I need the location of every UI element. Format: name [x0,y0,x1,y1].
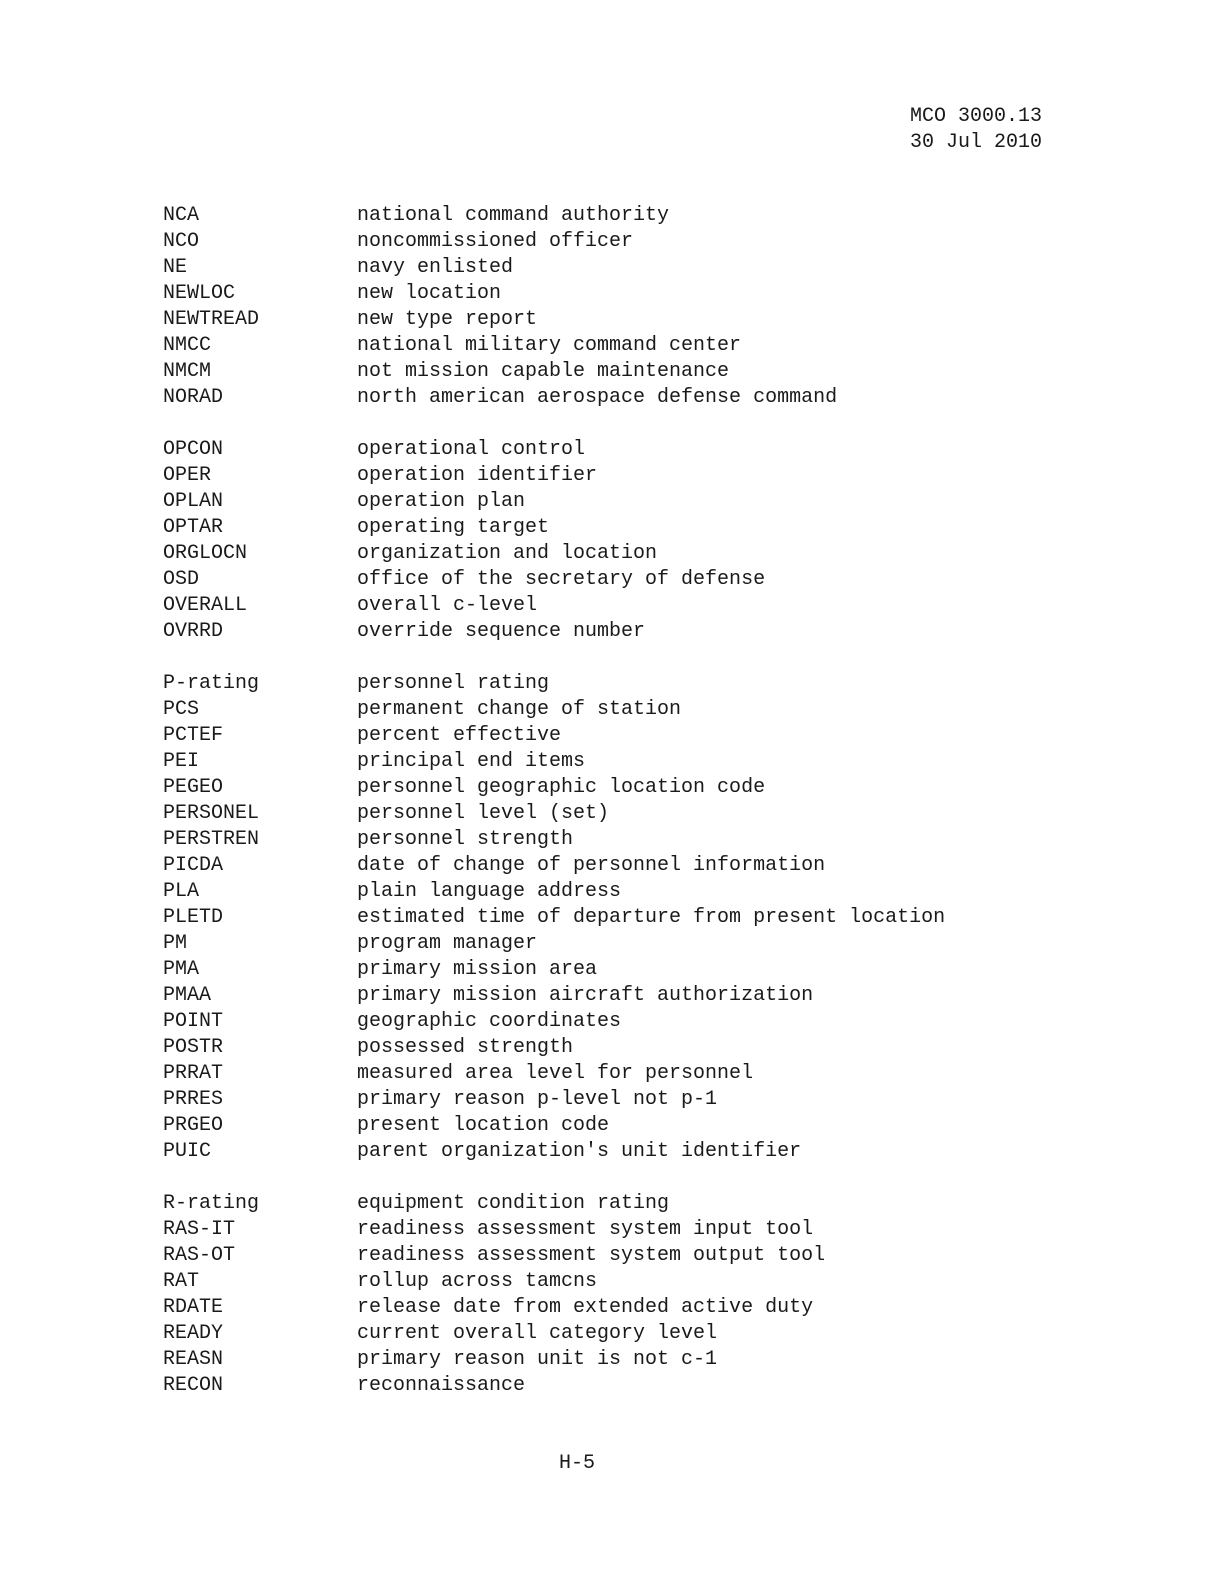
acronym-definition: not mission capable maintenance [357,360,730,383]
acronym-definition: personnel rating [357,672,550,695]
glossary-entry [163,1087,1063,1113]
glossary-entry [163,1243,1063,1269]
acronym-term: PLETD [163,906,224,929]
glossary-entry [163,1061,1063,1087]
glossary-entry [163,333,1063,359]
acronym-term: READY [163,1322,224,1345]
acronym-definition: operation identifier [357,464,598,487]
glossary-entry [163,1113,1063,1139]
glossary-entry [163,307,1063,333]
acronym-term: ORGLOCN [163,542,248,565]
glossary-entry [163,359,1063,385]
acronym-term: RAS-OT [163,1244,236,1267]
order-date: 30 Jul 2010 [909,131,1042,154]
acronym-term: OPER [163,464,212,487]
glossary-entry [163,801,1063,827]
acronym-term: NORAD [163,386,224,409]
acronym-term: OSD [163,568,200,591]
glossary-entry [163,931,1063,957]
glossary-group [163,671,1063,1165]
glossary-entry [163,1295,1063,1321]
glossary-entry [163,1139,1063,1165]
glossary-entry [163,463,1063,489]
glossary-group [163,203,1063,411]
glossary-entry [163,1009,1063,1035]
glossary-entry [163,853,1063,879]
acronym-definition: possessed strength [357,1036,574,1059]
acronym-definition: national military command center [357,334,742,357]
acronym-term: RECON [163,1374,224,1397]
acronym-definition: date of change of personnel information [357,854,826,877]
acronym-term: OPLAN [163,490,224,513]
glossary-entry [163,489,1063,515]
acronym-definition: permanent change of station [357,698,682,721]
acronym-definition: release date from extended active duty [357,1296,814,1319]
acronym-term: OPCON [163,438,224,461]
acronym-definition: present location code [357,1114,610,1137]
page-number: H-5 [558,1452,595,1475]
order-number: MCO 3000.13 [909,105,1042,128]
glossary-entry [163,723,1063,749]
glossary-entry [163,255,1063,281]
acronym-term: PRRAT [163,1062,224,1085]
acronym-term: PERSONEL [163,802,260,825]
glossary-entry [163,1373,1063,1399]
glossary-entry [163,619,1063,645]
acronym-definition: overall c-level [357,594,538,617]
acronym-definition: organization and location [357,542,658,565]
acronym-term: NEWTREAD [163,308,260,331]
glossary-entry [163,827,1063,853]
document-header [910,104,1042,156]
acronym-definition: plain language address [357,880,622,903]
glossary-entry [163,593,1063,619]
acronym-definition: navy enlisted [357,256,514,279]
acronym-definition: noncommissioned officer [357,230,634,253]
acronym-term: RDATE [163,1296,224,1319]
acronym-term: NE [163,256,188,279]
acronym-definition: reconnaissance [357,1374,526,1397]
acronym-definition: geographic coordinates [357,1010,622,1033]
glossary-entry [163,515,1063,541]
acronym-definition: new location [357,282,502,305]
acronym-definition: personnel geographic location code [357,776,766,799]
acronym-term: PM [163,932,188,955]
acronym-term: OPTAR [163,516,224,539]
acronym-definition: parent organization's unit identifier [357,1140,802,1163]
acronym-term: PLA [163,880,200,903]
glossary-entry [163,879,1063,905]
glossary-entry [163,1191,1063,1217]
glossary-entry [163,749,1063,775]
acronym-glossary [163,203,1063,1425]
acronym-definition: percent effective [357,724,562,747]
acronym-definition: principal end items [357,750,586,773]
acronym-definition: primary reason unit is not c-1 [357,1348,718,1371]
glossary-entry [163,1269,1063,1295]
glossary-entry [163,957,1063,983]
glossary-entry [163,281,1063,307]
acronym-definition: override sequence number [357,620,646,643]
acronym-term: PEGEO [163,776,224,799]
glossary-group [163,437,1063,645]
glossary-entry [163,229,1063,255]
glossary-entry [163,1217,1063,1243]
glossary-entry [163,203,1063,229]
acronym-definition: operation plan [357,490,526,513]
acronym-definition: personnel level (set) [357,802,610,825]
acronym-definition: primary mission area [357,958,598,981]
acronym-definition: rollup across tamcns [357,1270,598,1293]
acronym-definition: primary reason p-level not p-1 [357,1088,718,1111]
glossary-entry [163,671,1063,697]
acronym-term: PMAA [163,984,212,1007]
acronym-term: NEWLOC [163,282,236,305]
acronym-term: PUIC [163,1140,212,1163]
glossary-entry [163,775,1063,801]
acronym-term: PMA [163,958,200,981]
acronym-term: P-rating [163,672,260,695]
acronym-definition: readiness assessment system output tool [357,1244,826,1267]
acronym-term: PCTEF [163,724,224,747]
acronym-term: PRRES [163,1088,224,1111]
glossary-entry [163,437,1063,463]
acronym-term: POINT [163,1010,224,1033]
glossary-entry [163,1035,1063,1061]
acronym-term: RAS-IT [163,1218,236,1241]
acronym-definition: current overall category level [357,1322,718,1345]
glossary-entry [163,541,1063,567]
acronym-term: NMCM [163,360,212,383]
glossary-entry [163,385,1063,411]
glossary-entry [163,983,1063,1009]
acronym-term: POSTR [163,1036,224,1059]
acronym-term: NCA [163,204,200,227]
acronym-term: R-rating [163,1192,260,1215]
glossary-group [163,1191,1063,1399]
acronym-definition: measured area level for personnel [357,1062,754,1085]
acronym-term: PRGEO [163,1114,224,1137]
acronym-term: RAT [163,1270,200,1293]
acronym-definition: operating target [357,516,550,539]
glossary-entry [163,567,1063,593]
acronym-term: NCO [163,230,200,253]
glossary-entry [163,1321,1063,1347]
acronym-definition: estimated time of departure from present location [357,906,946,929]
acronym-term: PEI [163,750,200,773]
acronym-term: PCS [163,698,200,721]
acronym-term: PERSTREN [163,828,260,851]
glossary-entry [163,697,1063,723]
acronym-term: OVERALL [163,594,248,617]
acronym-definition: office of the secretary of defense [357,568,766,591]
acronym-definition: equipment condition rating [357,1192,670,1215]
acronym-definition: primary mission aircraft authorization [357,984,814,1007]
acronym-term: REASN [163,1348,224,1371]
acronym-term: PICDA [163,854,224,877]
acronym-definition: north american aerospace defense command [357,386,838,409]
acronym-definition: national command authority [357,204,670,227]
acronym-definition: program manager [357,932,538,955]
glossary-entry [163,905,1063,931]
glossary-entry [163,1347,1063,1373]
acronym-definition: readiness assessment system input tool [357,1218,814,1241]
acronym-definition: new type report [357,308,538,331]
acronym-definition: personnel strength [357,828,574,851]
acronym-term: NMCC [163,334,212,357]
acronym-term: OVRRD [163,620,224,643]
acronym-definition: operational control [357,438,586,461]
